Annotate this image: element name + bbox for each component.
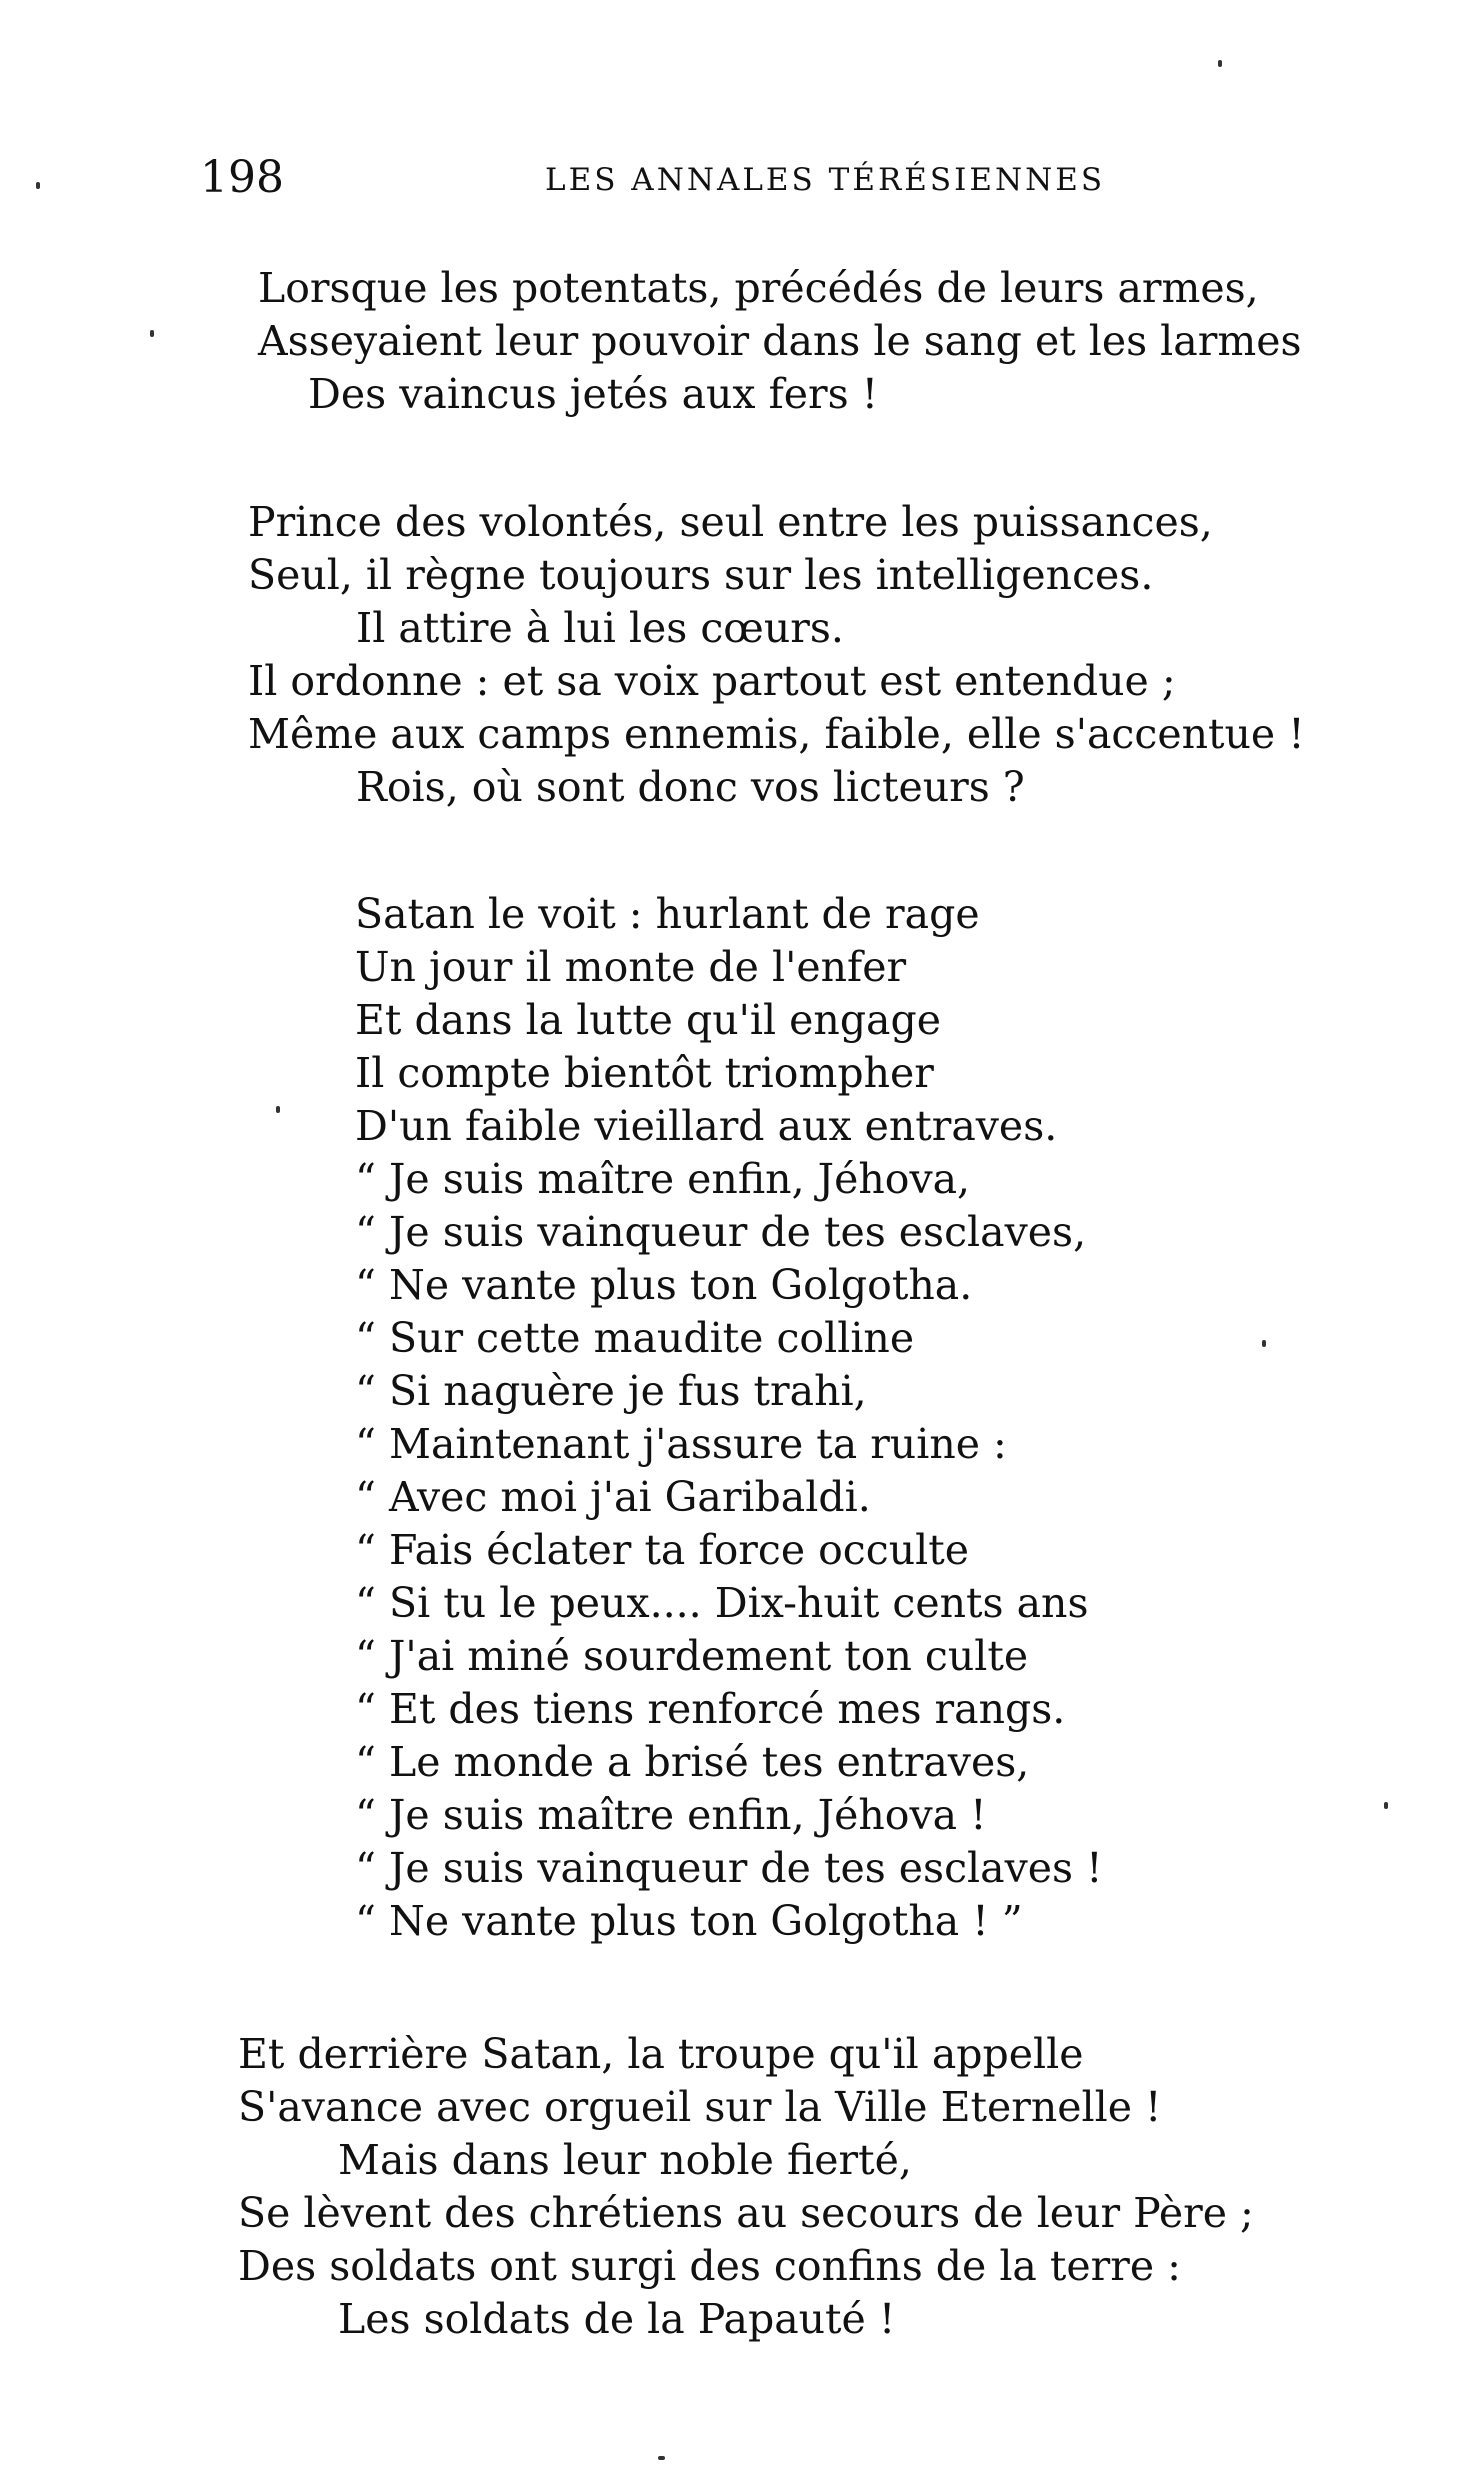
poem-line: Rois, où sont donc vos licteurs ?	[356, 763, 1025, 811]
poem-line: Il ordonne : et sa voix partout est entendue ;	[248, 657, 1176, 705]
poem-line: “ Ne vante plus ton Golgotha ! ”	[355, 1897, 1023, 1945]
poem-line: Prince des volontés, seul entre les puissances,	[248, 498, 1213, 546]
page-number: 198	[200, 152, 284, 203]
poem-line: Il compte bientôt triompher	[355, 1049, 934, 1097]
poem-line: Un jour il monte de l'enfer	[355, 943, 907, 991]
stanza-2	[248, 496, 1305, 814]
poem-line: Satan le voit : hurlant de rage	[355, 890, 980, 938]
poem-line: “ Fais éclater ta force occulte	[355, 1526, 969, 1574]
poem-line: Il attire à lui les cœurs.	[356, 604, 844, 652]
poem-line: “ Je suis maître enfin, Jéhova !	[355, 1791, 987, 1839]
poem-line: Des soldats ont surgi des confins de la terre :	[238, 2242, 1181, 2290]
scan-speck	[150, 330, 154, 337]
poem-line: “ Je suis maître enfin, Jéhova,	[355, 1155, 971, 1203]
poem-line: Mais dans leur noble fierté,	[338, 2136, 912, 2184]
poem-line: S'avance avec orgueil sur la Ville Eternelle !	[238, 2083, 1162, 2131]
poem-line: “ Ne vante plus ton Golgotha.	[355, 1261, 973, 1309]
running-title: LES ANNALES TÉRÉSIENNES	[545, 162, 1106, 198]
scan-speck	[1262, 1340, 1266, 1347]
stanza-3	[355, 888, 1103, 1948]
poem-line: “ J'ai miné sourdement ton culte	[355, 1632, 1029, 1680]
page-header	[200, 150, 1150, 210]
poem-line: “ Je suis vainqueur de tes esclaves,	[355, 1208, 1087, 1256]
poem-line: Même aux camps ennemis, faible, elle s'accentue !	[248, 710, 1305, 758]
scan-speck	[658, 2456, 665, 2460]
poem-line: “ Si naguère je fus trahi,	[355, 1367, 867, 1415]
poem-line: D'un faible vieillard aux entraves.	[355, 1102, 1058, 1150]
poem-line: “ Avec moi j'ai Garibaldi.	[355, 1473, 871, 1521]
poem-line: “ Le monde a brisé tes entraves,	[355, 1738, 1030, 1786]
poem-line: Lorsque les potentats, précédés de leurs armes,	[258, 264, 1259, 312]
scan-speck	[36, 182, 40, 189]
scan-speck	[276, 1106, 280, 1113]
poem-line: “ Sur cette maudite colline	[355, 1314, 915, 1362]
poem-line: “ Et des tiens renforcé mes rangs.	[355, 1685, 1066, 1733]
scan-speck	[1218, 60, 1222, 67]
poem-line: “ Maintenant j'assure ta ruine :	[355, 1420, 1007, 1468]
poem-line: Des vaincus jetés aux fers !	[308, 370, 879, 418]
poem-line: Et dans la lutte qu'il engage	[355, 996, 942, 1044]
poem-line: Et derrière Satan, la troupe qu'il appelle	[238, 2030, 1084, 2078]
poem-line: Asseyaient leur pouvoir dans le sang et les larmes	[258, 317, 1302, 365]
poem-line: “ Je suis vainqueur de tes esclaves !	[355, 1844, 1103, 1892]
stanza-1	[258, 262, 1302, 421]
stanza-4	[238, 2028, 1254, 2346]
poem-line: Se lèvent des chrétiens au secours de leur Père ;	[238, 2189, 1254, 2237]
poem-line: Les soldats de la Papauté !	[338, 2295, 896, 2343]
poem-line: Seul, il règne toujours sur les intelligences.	[248, 551, 1154, 599]
poem-line: “ Si tu le peux.... Dix-huit cents ans	[355, 1579, 1089, 1627]
scan-speck	[1384, 1802, 1388, 1809]
